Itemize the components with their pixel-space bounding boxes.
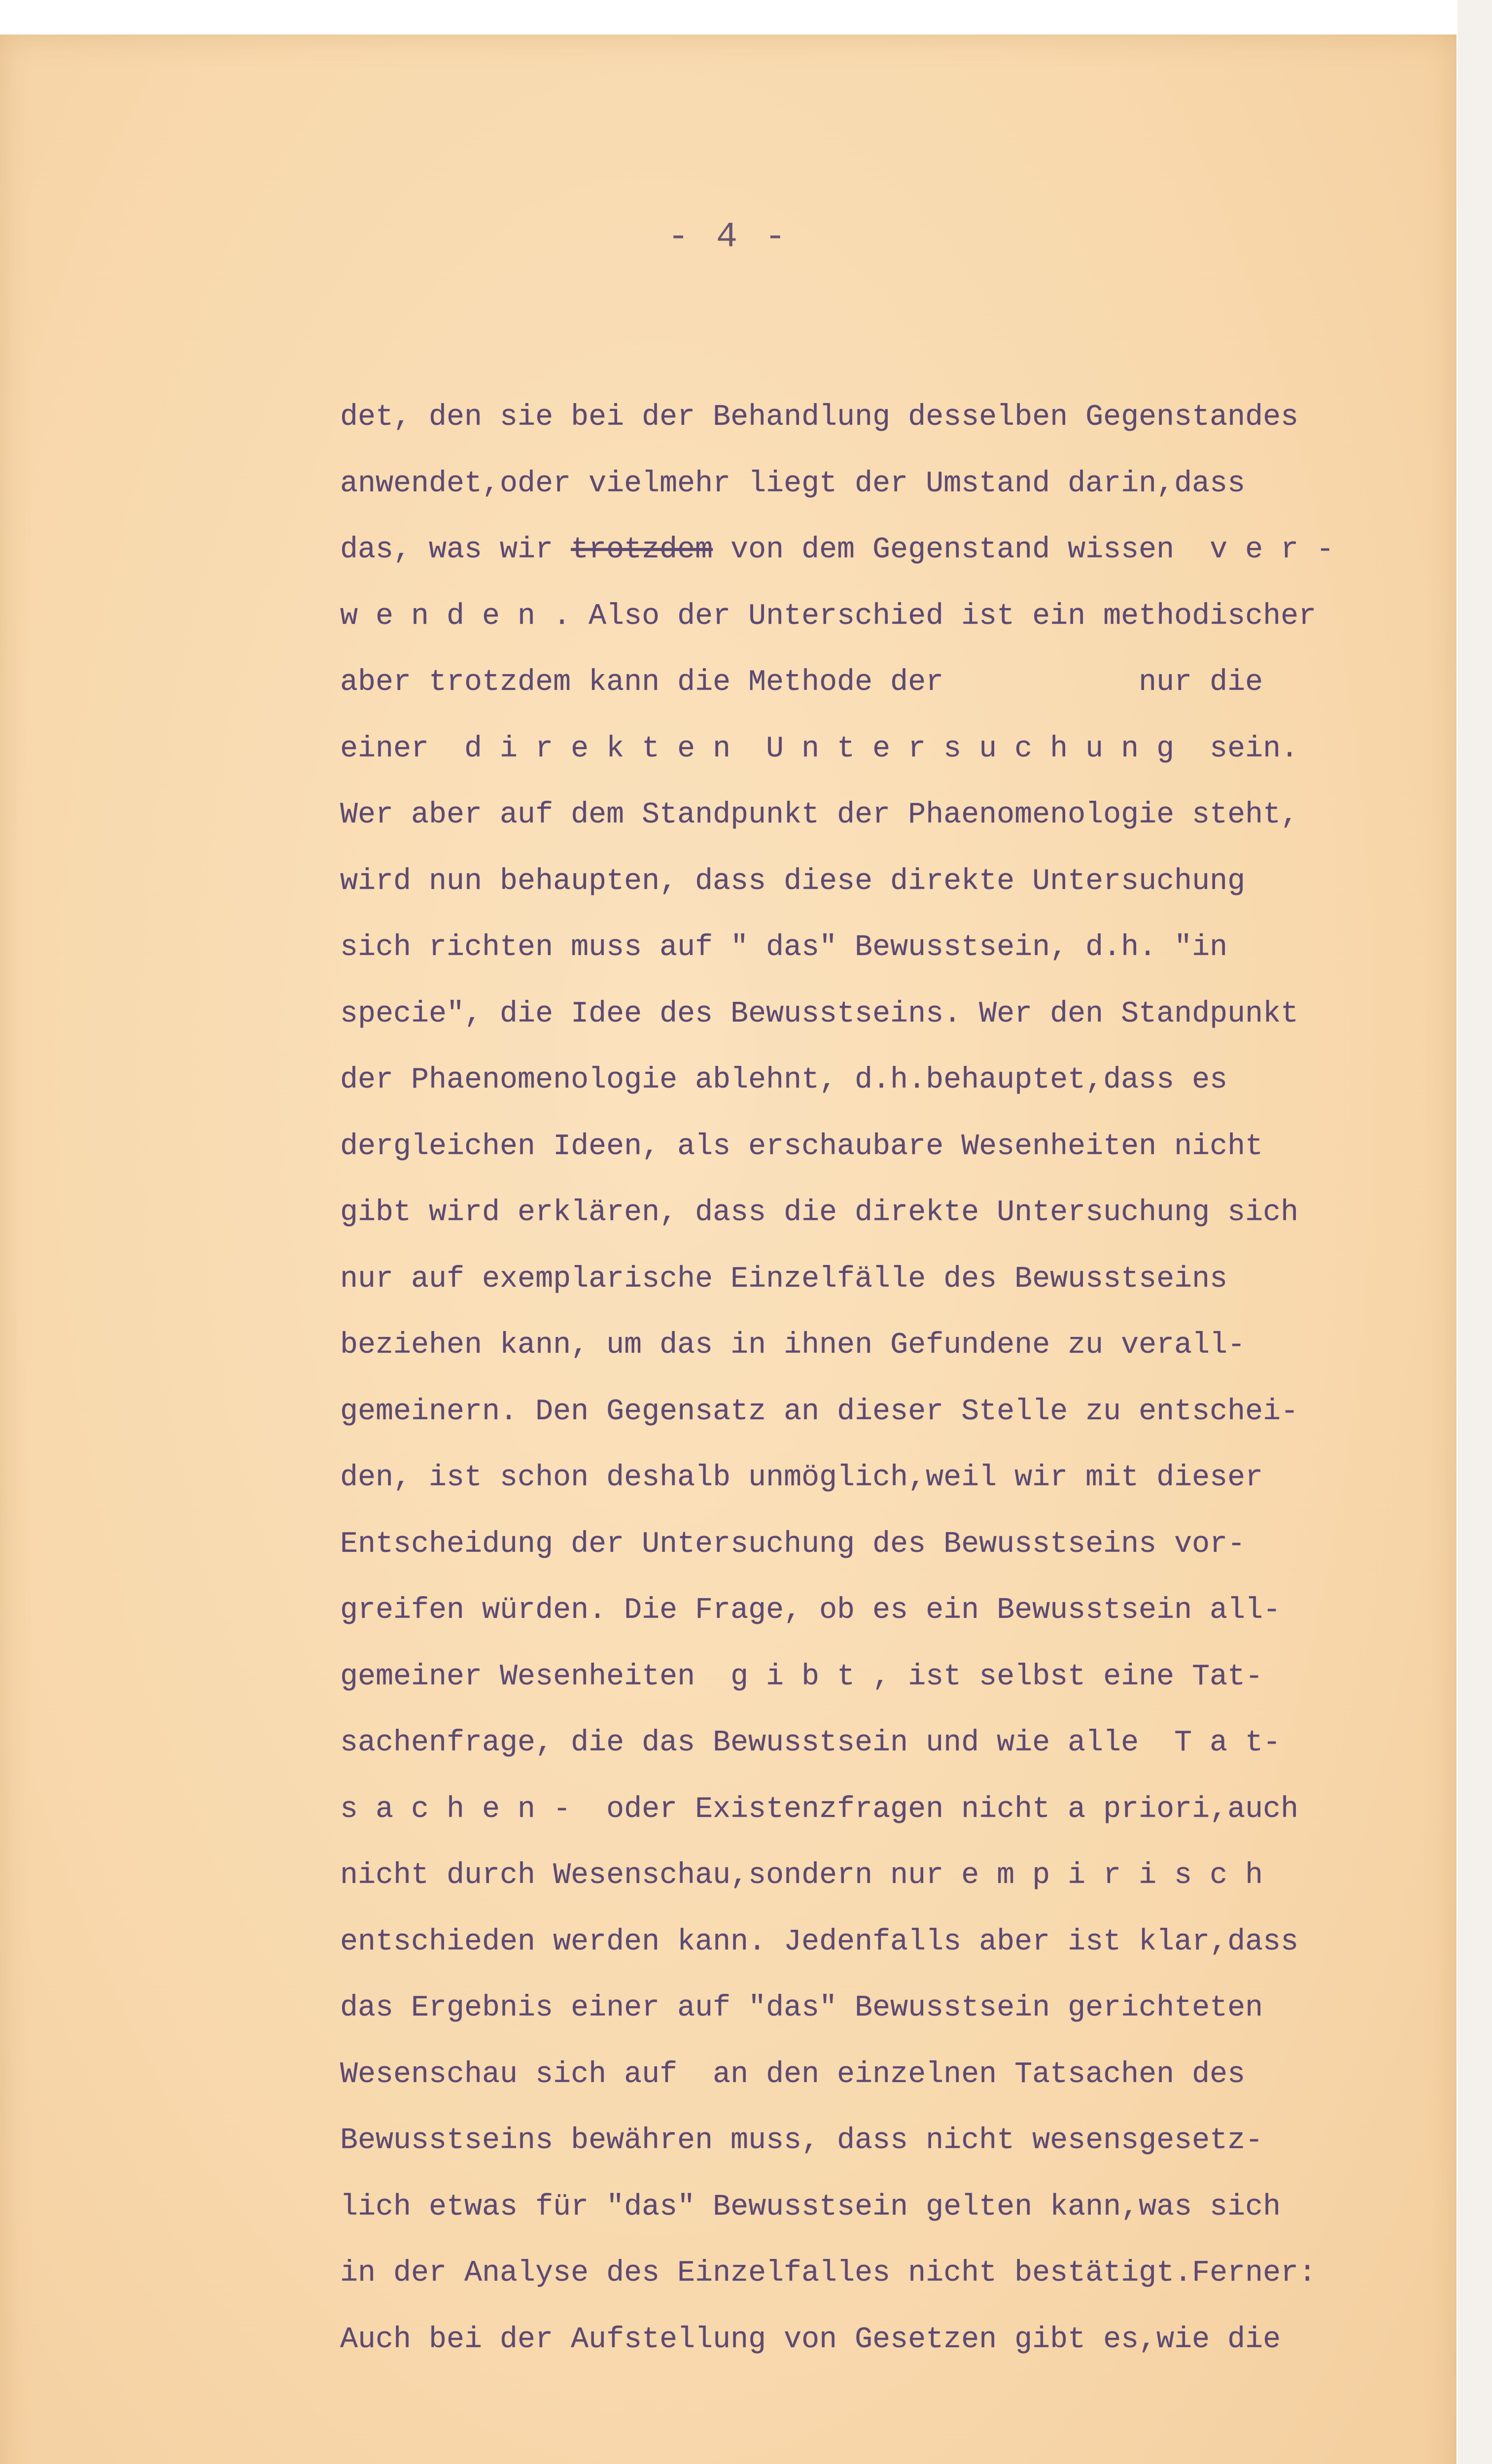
body-text <box>340 384 1454 2373</box>
text-line: Entscheidung der Untersuchung des Bewusstseins vor- <box>340 1527 1246 1561</box>
text-line: nur auf exemplarische Einzelfälle des Bewusstseins <box>340 1262 1228 1296</box>
line-segment: das, was wir <box>340 533 571 567</box>
text-line: det, den sie bei der Behandlung desselben Gegenstandes <box>340 401 1299 434</box>
text-line: sich richten muss auf " das" Bewusstsein, d.h. "in <box>340 931 1228 964</box>
struck-word: trotzdem <box>571 533 713 567</box>
text-line: das Ergebnis einer auf "das" Bewusstsein gerichteten <box>340 1991 1263 2025</box>
text-line: nicht durch Wesenschau,sondern nur e m p i r i s c h <box>340 1859 1263 1892</box>
text-line: Wer aber auf dem Standpunkt der Phaenomenologie steht, <box>340 798 1299 832</box>
text-line: aber trotzdem kann die Methode der nur die <box>340 666 1263 699</box>
text-line: dergleichen Ideen, als erschaubare Wesenheiten nicht <box>340 1129 1263 1164</box>
text-line: beziehen kann, um das in ihnen Gefundene zu verall- <box>340 1329 1246 1362</box>
scan-background-edge <box>1457 0 1492 2464</box>
text-line: entschieden werden kann. Jedenfalls aber ist klar,dass <box>340 1925 1299 1959</box>
text-line: den, ist schon deshalb unmöglich,weil wir mit dieser <box>340 1461 1263 1495</box>
text-line: gemeiner Wesenheiten g i b t , ist selbst eine Tat- <box>340 1660 1263 1694</box>
text-line: gibt wird erklären, dass die direkte Untersuchung sich <box>340 1196 1299 1230</box>
page-number: - 4 - <box>667 217 789 257</box>
text-line: specie", die Idee des Bewusstseins. Wer den Standpunkt <box>340 997 1299 1031</box>
text-line: der Phaenomenologie ablehnt, d.h.behauptet,dass es <box>340 1063 1228 1097</box>
text-line: w e n d e n . Also der Unterschied ist ein methodischer <box>340 599 1317 633</box>
text-line: Wesenschau sich auf an den einzelnen Tatsachen des <box>340 2057 1246 2091</box>
text-line: in der Analyse des Einzelfalles nicht bestätigt.Ferner: <box>340 2257 1317 2290</box>
text-line: s a c h e n - oder Existenzfragen nicht a priori,auch <box>340 1792 1299 1826</box>
text-line-with-strikethrough <box>340 517 1454 583</box>
text-line: sachenfrage, die das Bewusstsein und wie alle T a t- <box>340 1726 1281 1760</box>
text-line: lich etwas für "das" Bewusstsein gelten kann,was sich <box>340 2190 1281 2224</box>
text-line: einer d i r e k t e n U n t e r s u c h u n g sein. <box>340 732 1299 766</box>
typewritten-page <box>0 34 1457 2464</box>
text-line: wird nun behaupten, dass diese direkte Untersuchung <box>340 864 1246 898</box>
text-line: greifen würden. Die Frage, ob es ein Bewusstsein all- <box>340 1594 1281 1627</box>
text-line: gemeinern. Den Gegensatz an dieser Stelle zu entschei- <box>340 1395 1299 1429</box>
text-line: Bewusstseins bewähren muss, dass nicht wesensgesetz- <box>340 2124 1263 2157</box>
line-segment: von dem Gegenstand wissen v e r - <box>713 533 1334 567</box>
text-line: Auch bei der Aufstellung von Gesetzen gibt es,wie die <box>340 2323 1281 2357</box>
text-line: anwendet,oder vielmehr liegt der Umstand darin,dass <box>340 467 1246 501</box>
